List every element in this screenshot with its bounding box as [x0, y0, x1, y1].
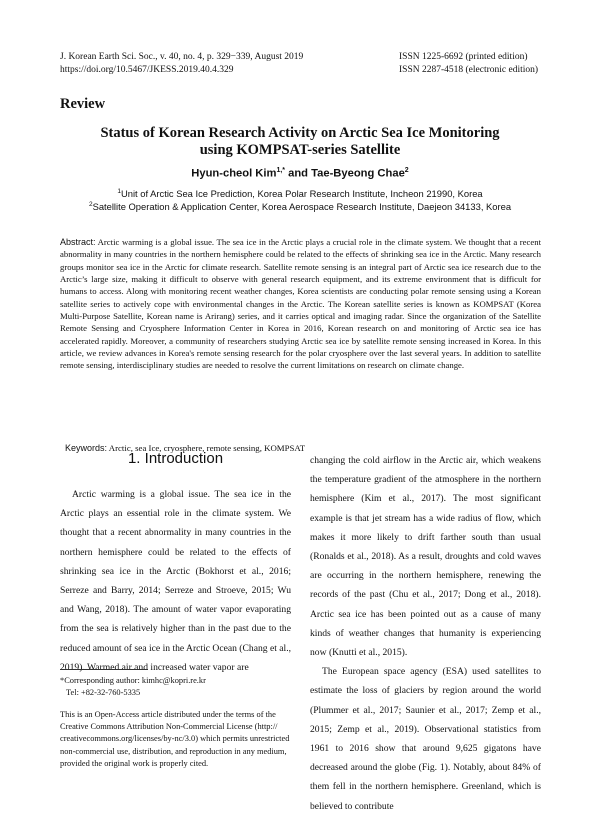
issn-header — [399, 51, 538, 77]
text-line: weather changes that humanity is experiencing now — [310, 627, 541, 659]
abstract-label: Abstract: — [60, 237, 96, 247]
text-line: Zemp et al., 2015; Zemp et al., 2019). Observational — [310, 704, 541, 735]
abstract-line: recent weather changes, Korea scientists are conducting polar remote sensing using a Korean satellite series to actively — [60, 286, 541, 309]
author-2: Tae-Byeong Chae — [311, 167, 405, 180]
section-heading-introduction: 1. Introduction — [127, 450, 224, 467]
author-conjunction: and — [285, 167, 312, 180]
journal-citation-header — [60, 51, 303, 77]
intro-paragraph-2 — [310, 662, 541, 816]
license-line: provided the original work is properly cited. — [60, 758, 209, 768]
text-line: hemisphere. Greenland, which is believed to contribute — [310, 781, 542, 812]
issn-print: ISSN 1225-6692 (printed edition) — [399, 52, 528, 62]
footnote-divider — [60, 669, 148, 670]
text-line: gigatons have decreased around the globe (Fig. 1). — [310, 743, 541, 774]
text-line: We thought that a recent abnormality in many — [60, 508, 291, 539]
text-line: to the effects of shrinking sea ice in the Arctic — [60, 546, 291, 577]
abstract-line: thought that a recent abnormality in many countries in the northern hemisphere could be related to the effects of — [60, 237, 541, 260]
affiliation-1-text: Unit of Arctic Sea Ice Prediction, Korea Polar Research Institute, Incheon 21990, Korea — [120, 188, 483, 200]
text-line: world (Plummer et al., 2017; Saunier et al., 2017; — [310, 685, 541, 716]
abstract-line: general research equipment, and its extreme environment that is difficult for humans to access. Along with monitoring — [60, 274, 541, 297]
affiliation-2-text: Satellite Operation & Application Center, Korea Aerospace Research Institute, Daejeon 34133, Korea — [92, 201, 512, 213]
text-line: estimate the loss of glaciers by region around the — [310, 685, 515, 697]
abstract-line: limitations on research on climate change. — [317, 360, 465, 371]
text-line: relatively higher than in the past due to the reduced — [60, 623, 291, 654]
abstract-line: increased in Korea. In this article, we review advances in Korea's remote sensing research for the polar cryosphere over — [60, 335, 541, 359]
text-line: significant example is that jet stream has a wide — [310, 493, 541, 524]
keywords-text: Arctic, sea Ice, cryosphere, remote sensing, KOMPSAT — [108, 443, 306, 453]
article-type-label: Review — [60, 96, 106, 112]
text-line: result, droughts and cold waves are occurring in the — [310, 551, 542, 582]
author-1-affiliation-mark: 1,* — [276, 167, 286, 174]
affiliation-2-mark: 2 — [88, 201, 93, 208]
abstract-line: Remote Sensing and Cryosphere Information Center in Korea in 2016, Korean research on and monitoring of Arctic sea — [60, 323, 511, 334]
text-line: Arctic plays an essential role in the climate system. — [60, 508, 275, 520]
affiliation-1 — [40, 186, 560, 200]
left-column-text — [60, 485, 291, 677]
author-list — [60, 167, 540, 180]
doi-link[interactable]: https://doi.org/10.5467/JKESS.2019.40.4.329 — [60, 65, 234, 75]
abstract-line: Arctic warming is a global issue. The sea ice in the Arctic plays a crucial role in the climate system. We — [97, 237, 466, 247]
intro-paragraph-1-continued — [310, 451, 541, 662]
text-line: countries in the northern hemisphere could be related — [60, 527, 291, 558]
title-line-2: using KOMPSAT-series Satellite — [199, 142, 401, 158]
corresponding-author: *Corresponding author: kimhc@kopri.re.kr — [60, 676, 206, 685]
title-line-1: Status of Korean Research Activity on Arctic Sea Ice Monitoring — [100, 125, 500, 141]
text-line: the northern hemisphere (Kim et al., 2017). The most — [310, 474, 542, 505]
author-1: Hyun-cheol Kim — [191, 167, 277, 180]
license-line: non-commercial use, distribution, and reproduction in any medium, — [60, 746, 287, 756]
abstract-line: Satellite, Korean name is Arirang) series, and it carries optical and imaging radar. Since the organization of the Satellite — [113, 311, 542, 322]
text-line: Serreze and Stroeve, 2015; Wu and Wang, 2018). The — [60, 585, 291, 616]
text-line: Notably, about 84% of them fell in the northern — [310, 762, 541, 793]
affiliation-1-mark: 1 — [117, 188, 121, 195]
text-line: northern hemisphere, renewing the records of the past — [310, 570, 541, 601]
corresponding-tel: Tel: +82-32-760-5335 — [66, 688, 141, 698]
license-footnote — [60, 709, 291, 770]
issn-electronic: ISSN 2287-4518 (electronic edition) — [399, 65, 539, 75]
article-title — [60, 125, 540, 159]
text-line: (Chu et al., 2017; Dong et al., 2018). Arctic sea ice — [310, 589, 541, 620]
abstract-line: cope with environmental changes in the Arctic. The Korean satellite series is known as KOMPSAT (Korea Multi-Purpose — [60, 298, 541, 322]
corresponding-author-footnote — [60, 675, 291, 699]
license-line: This is an Open-Access article distributed under the terms of the — [60, 710, 276, 719]
text-line: amount of sea ice in the Arctic Ocean (Chang et al., — [92, 642, 291, 654]
text-line: (Bokhorst et al., 2016; Serreze and Barry, 2014; — [60, 565, 291, 597]
abstract-line: shrinking sea ice in the Arctic. Many research groups monitor sea ice in the Arctic for climate research. Satellite remote — [60, 249, 541, 272]
text-line: statistics from 1961 to 2016 show that around 9,625 — [310, 723, 542, 755]
text-line: weakens the temperature gradient of the atmosphere in — [310, 455, 541, 486]
author-2-affiliation-mark: 2 — [404, 167, 409, 174]
text-line: radius of flow, which makes it more likely to drift — [310, 512, 541, 543]
journal-line: J. Korean Earth Sci. Soc., v. 40, no. 4, p. 329−339, August 2019 — [60, 52, 304, 62]
text-line: has been pointed out as a cause of many kinds of — [310, 608, 541, 639]
text-line: Arctic warming is a global issue. The sea ice in the — [72, 489, 291, 500]
text-line: amount of water vapor evaporating from the sea is — [60, 604, 292, 635]
abstract-line: ice has accelerated rapidly. Moreover, a community of researchers studying Arctic sea ice by satellite remote sensing — [60, 323, 542, 346]
license-line: creativecommons.org/licenses/by-nc/3.0) which permits unrestricted — [60, 734, 290, 744]
text-line: farther south than usual (Ronalds et al., 2018). As a — [310, 531, 542, 563]
text-line: 2019). Warmed air and increased water vapor are — [60, 661, 249, 673]
right-column-text — [310, 451, 541, 816]
text-line: (Knutti et al., 2015). — [328, 647, 408, 659]
intro-paragraph-1 — [60, 485, 291, 677]
affiliation-2 — [40, 199, 560, 213]
keywords-label: Keywords: — [65, 443, 108, 453]
abstract-block — [60, 236, 541, 372]
text-line: The European space agency (ESA) used satellites to — [322, 666, 541, 678]
license-line: Creative Commons Attribution Non-Commercial License (http:// — [60, 722, 278, 732]
text-line: changing the cold airflow in the Arctic air, which — [310, 455, 505, 466]
abstract-line: sensing is an integral part of Arctic sea ice research due to the Arctic’s large size, making it difficult to observe with — [60, 261, 541, 285]
abstract-line: the last several years. In addition to satellite remote sensing, interdisciplinary studies are needed to resolve the current — [60, 348, 541, 371]
